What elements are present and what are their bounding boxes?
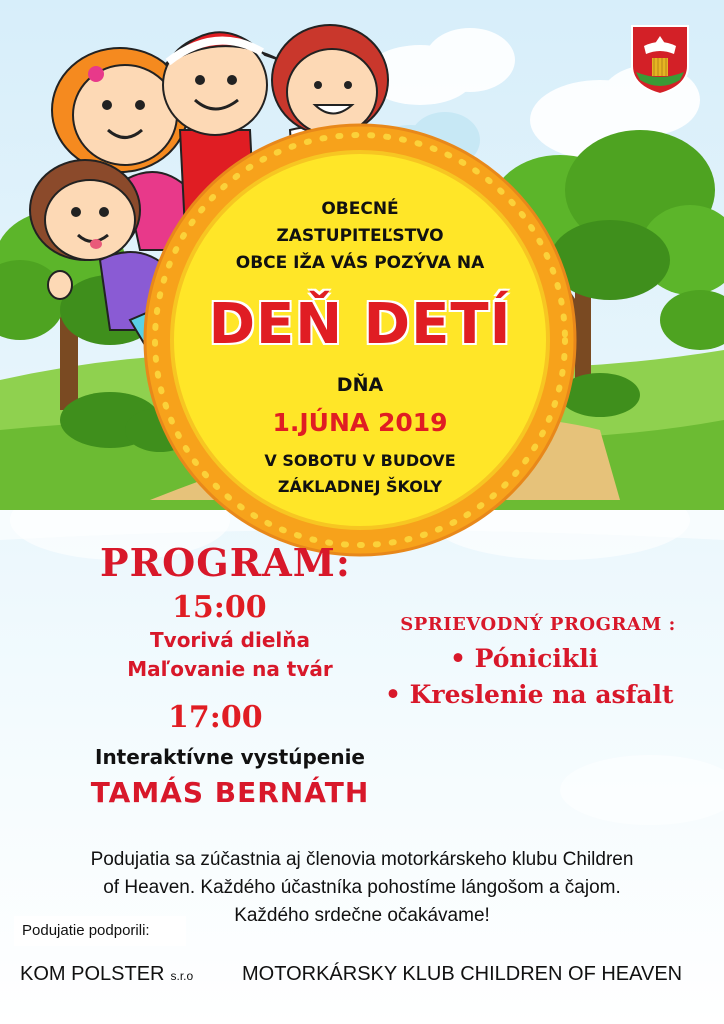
description-line-1: Podujatia sa zúčastnia aj členovia motorkárskeho klubu Children <box>90 849 634 870</box>
intro-line-2: ZASTUPITEĽSTVO <box>276 226 444 246</box>
program-interactive: Interaktívne vystúpenie <box>95 745 365 769</box>
sponsor-1-name: KOM POLSTER <box>20 963 165 985</box>
place-line-2: ZÁKLADNEJ ŠKOLY <box>277 477 443 496</box>
side-program-heading: SPRIEVODNÝ PROGRAM : <box>400 614 676 635</box>
program-heading: PROGRAM: <box>100 540 351 585</box>
intro-line-3: OBCE IŽA VÁS POZÝVA NA <box>235 253 485 273</box>
event-place <box>190 448 530 500</box>
side-program-item: • Kreslenie na asfalt <box>385 680 674 709</box>
description-line-3: Každého srdečne očakávame! <box>234 905 490 926</box>
sponsor-kom-polster <box>20 963 193 986</box>
sponsor-1-suffix: s.r.o <box>170 969 194 983</box>
program-activity-1: Tvorivá dielňa <box>150 628 310 652</box>
side-program-item: • Pónicikli <box>450 644 599 673</box>
invitation-intro <box>190 196 530 277</box>
sponsor-motorcycle-club: MOTORKÁRSKY KLUB CHILDREN OF HEAVEN <box>242 963 683 985</box>
place-line-1: V SOBOTU V BUDOVE <box>264 451 456 470</box>
event-date: 1.JÚNA 2019 <box>272 408 448 437</box>
municipal-coat-of-arms-icon <box>630 24 690 96</box>
program-activity-2: Maľovanie na tvár <box>127 657 333 681</box>
event-title: DEŇ DETÍ <box>208 292 512 357</box>
intro-line-1: OBECNÉ <box>321 199 399 219</box>
sponsors-label: Podujatie podporili: <box>14 916 186 946</box>
date-label: DŇA <box>336 374 384 396</box>
program-time-1: 15:00 <box>172 590 267 625</box>
program-performer: TAMÁS BERNÁTH <box>90 776 370 809</box>
description-line-2: of Heaven. Každého účastníka pohostíme lángošom a čajom. <box>103 877 621 898</box>
program-time-2: 17:00 <box>168 700 263 735</box>
